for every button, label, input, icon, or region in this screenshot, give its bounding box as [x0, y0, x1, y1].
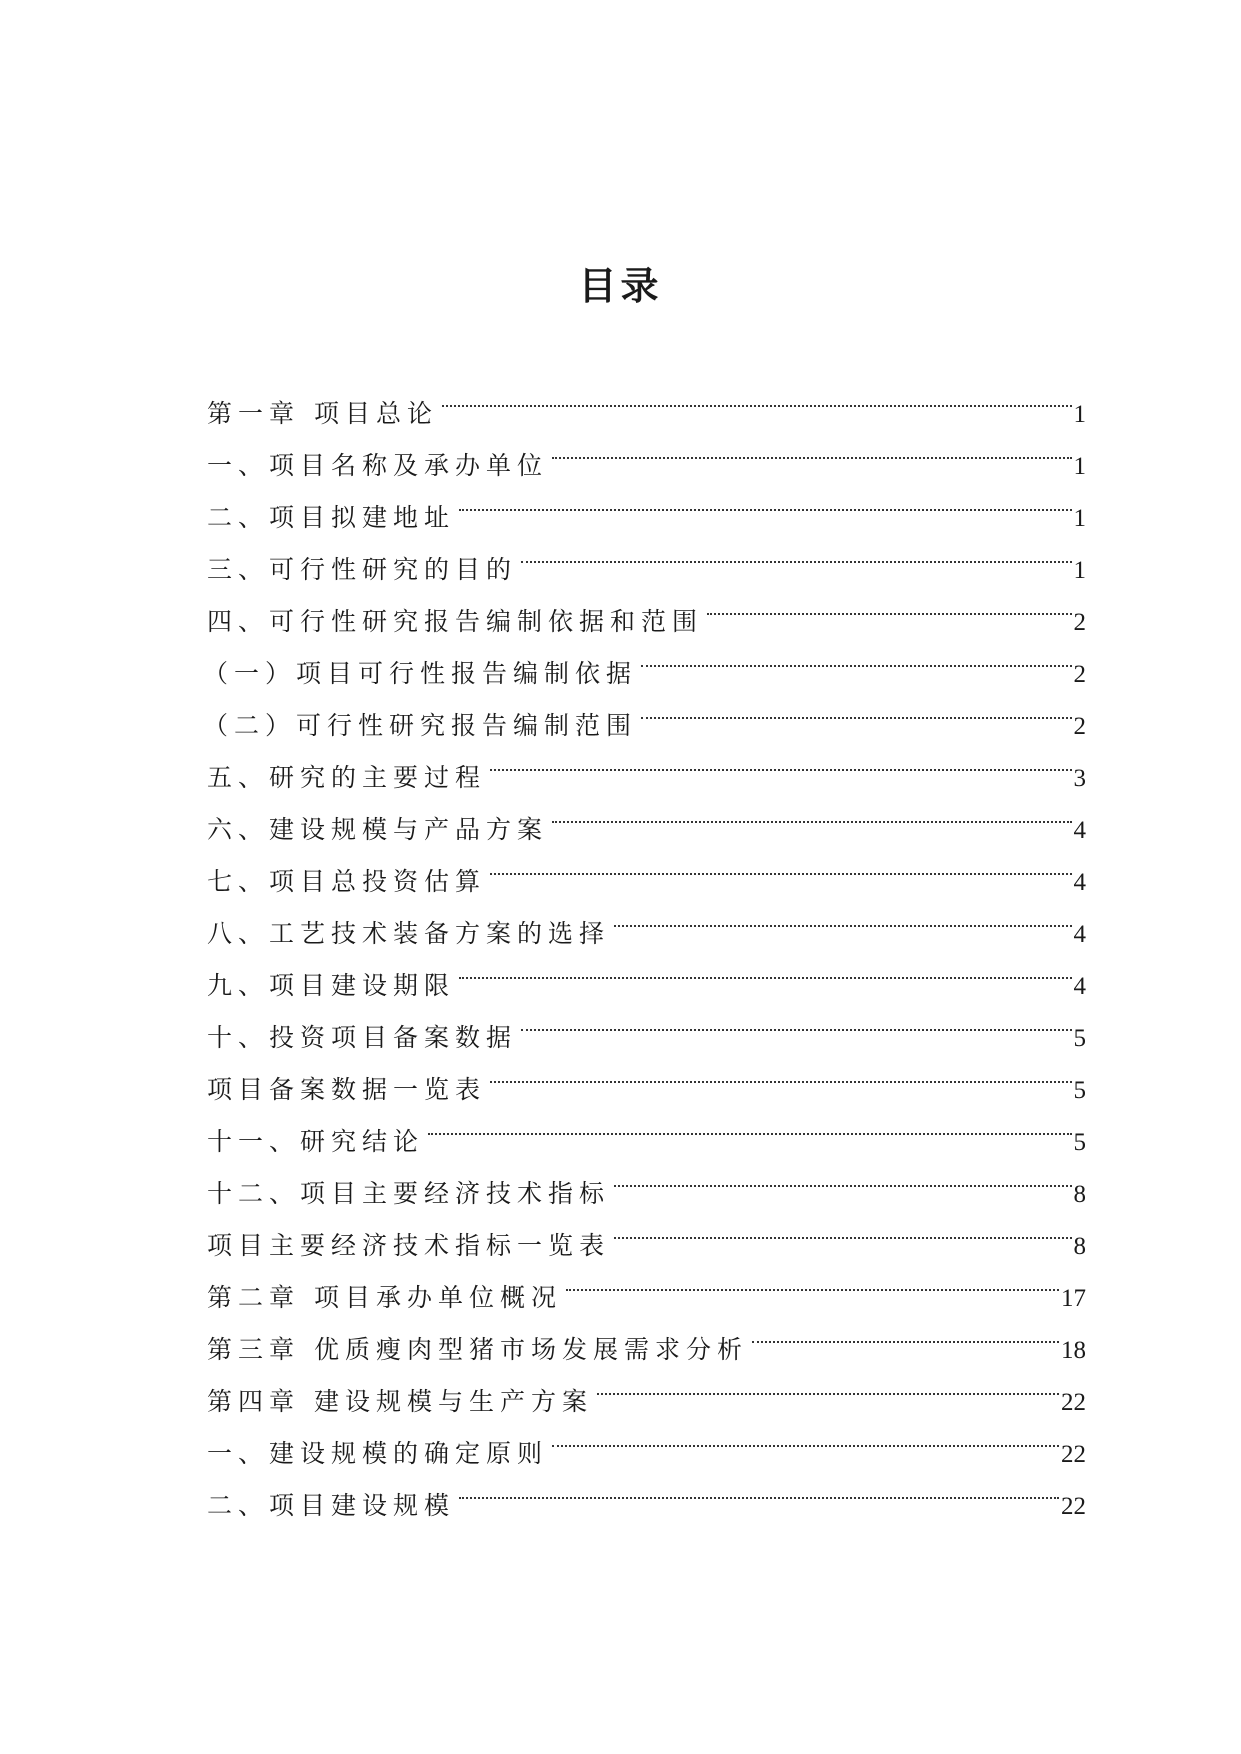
- toc-entry-label: 六、建设规模与产品方案: [207, 815, 549, 844]
- dot-leader: [614, 1150, 1071, 1202]
- toc-entry-label: 一、建设规模的确定原则: [207, 1439, 549, 1468]
- toc-entry-label: 十、投资项目备案数据: [207, 1023, 518, 1052]
- dot-leader: [459, 474, 1071, 526]
- toc-entry-label: （二）可行性研究报告编制范围: [203, 711, 638, 740]
- dot-leader: [641, 630, 1071, 682]
- toc-entry-page: 1: [1073, 557, 1086, 584]
- toc-entry-label: 九、项目建设期限: [207, 971, 456, 1000]
- dot-leader: [641, 682, 1071, 734]
- dot-leader: [614, 890, 1071, 942]
- toc-entry-label: 十二、项目主要经济技术指标: [207, 1179, 611, 1208]
- toc-entry-page: 8: [1073, 1181, 1086, 1208]
- toc-entry-page: 1: [1073, 505, 1086, 532]
- toc-entry-page: 1: [1073, 401, 1086, 428]
- toc-entry-label: 项目备案数据一览表: [207, 1075, 487, 1104]
- dot-leader: [521, 526, 1071, 578]
- toc-entry-label: 二、项目建设规模: [207, 1491, 456, 1520]
- toc-entry-page: 22: [1061, 1493, 1086, 1520]
- toc-entry-page: 5: [1073, 1077, 1086, 1104]
- dot-leader: [442, 370, 1072, 422]
- dot-leader: [459, 942, 1071, 994]
- page-title: 目录: [578, 264, 663, 308]
- toc-entry-page: 4: [1073, 921, 1086, 948]
- toc-entry-page: 2: [1073, 609, 1086, 636]
- toc-entry-label: （一）项目可行性报告编制依据: [203, 659, 638, 688]
- toc-entry-page: 5: [1073, 1025, 1086, 1052]
- dot-leader: [490, 838, 1071, 890]
- toc-entry-page: 8: [1073, 1233, 1086, 1260]
- toc-entry-page: 4: [1073, 869, 1086, 896]
- toc-entry-label: 八、工艺技术装备方案的选择: [207, 919, 611, 948]
- dot-leader: [614, 1202, 1071, 1254]
- toc-entry-label: 第三章 优质瘦肉型猪市场发展需求分析: [207, 1335, 748, 1364]
- toc-entry-label: 第四章 建设规模与生产方案: [207, 1387, 593, 1416]
- toc-entry-page: 5: [1073, 1129, 1086, 1156]
- dot-leader: [566, 1254, 1059, 1306]
- toc-entry-page: 22: [1061, 1389, 1086, 1416]
- toc-entry-page: 22: [1061, 1441, 1086, 1468]
- toc-entry-label: 五、研究的主要过程: [207, 763, 487, 792]
- dot-leader: [597, 1358, 1059, 1410]
- toc-entry-page: 2: [1073, 713, 1086, 740]
- toc-entry-page: 4: [1073, 817, 1086, 844]
- dot-leader: [552, 786, 1071, 838]
- dot-leader: [752, 1306, 1059, 1358]
- toc-entry-page: 1: [1073, 453, 1086, 480]
- dot-leader: [428, 1098, 1071, 1150]
- toc-entry-page: 3: [1073, 765, 1086, 792]
- dot-leader: [490, 1046, 1071, 1098]
- toc-entry-label: 七、项目总投资估算: [207, 867, 487, 896]
- toc-entry-label: 十一、研究结论: [207, 1127, 425, 1156]
- toc-entry-label: 四、可行性研究报告编制依据和范围: [207, 607, 704, 636]
- toc-entry-label: 项目主要经济技术指标一览表: [207, 1231, 611, 1260]
- dot-leader: [552, 1410, 1059, 1462]
- dot-leader: [490, 734, 1071, 786]
- dot-leader: [521, 994, 1071, 1046]
- toc-entry-page: 18: [1061, 1337, 1086, 1364]
- dot-leader: [459, 1462, 1059, 1514]
- toc-entry[interactable]: [207, 370, 1086, 428]
- toc-entry-label: 二、项目拟建地址: [207, 503, 456, 532]
- toc-entry-label: 一、项目名称及承办单位: [207, 451, 549, 480]
- toc-entry-label: 第一章 项目总论: [207, 399, 438, 428]
- toc-list: [203, 370, 1086, 1520]
- dot-leader: [552, 422, 1071, 474]
- toc-entry-label: 第二章 项目承办单位概况: [207, 1283, 562, 1312]
- toc-entry-page: 4: [1073, 973, 1086, 1000]
- toc-entry-page: 2: [1073, 661, 1086, 688]
- dot-leader: [707, 578, 1071, 630]
- toc-entry-page: 17: [1061, 1285, 1086, 1312]
- toc-entry-label: 三、可行性研究的目的: [207, 555, 518, 584]
